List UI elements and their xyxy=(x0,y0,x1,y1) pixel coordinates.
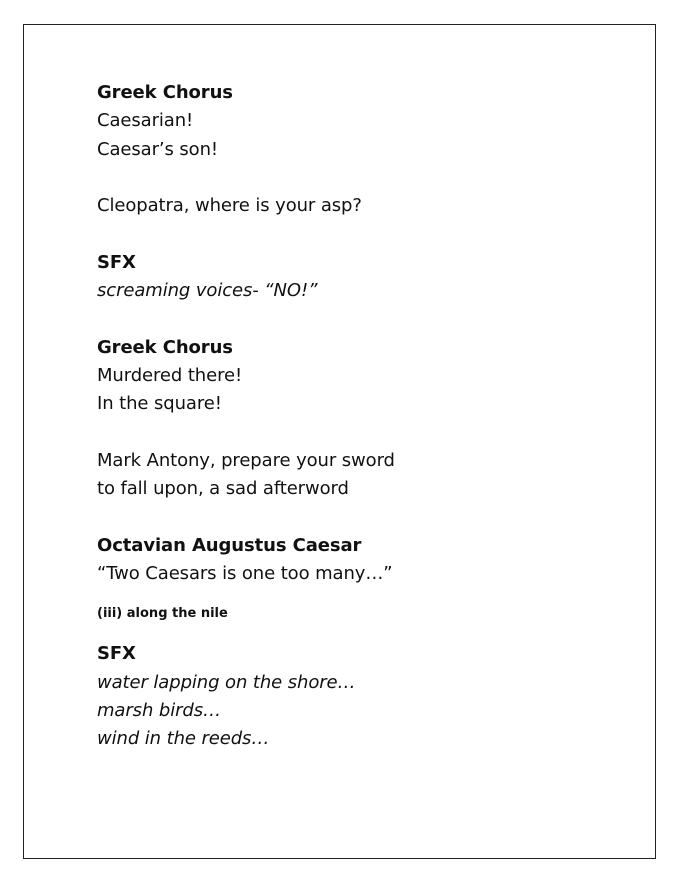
sfx-line: marsh birds… xyxy=(97,699,221,721)
speaker-name: Greek Chorus xyxy=(97,82,233,103)
block-spacer xyxy=(97,588,615,600)
dialogue-line: to fall upon, a sad afterword xyxy=(97,478,349,500)
dialogue-line: Mark Antony, prepare your sword xyxy=(97,449,395,471)
dialogue-block-greek-chorus-2 xyxy=(97,334,615,504)
sfx-block-2 xyxy=(97,640,615,753)
block-spacer xyxy=(97,628,615,640)
block-spacer xyxy=(97,503,615,531)
script-content xyxy=(97,79,615,754)
dialogue-line: In the square! xyxy=(97,393,222,415)
dialogue-block-octavian xyxy=(97,532,615,589)
sfx-block-1 xyxy=(97,249,615,306)
sfx-line: water lapping on the shore… xyxy=(97,671,356,693)
dialogue-line: Murdered there! xyxy=(97,364,243,386)
dialogue-line: “Two Caesars is one too many…” xyxy=(97,563,393,585)
section-heading: (iii) along the nile xyxy=(97,606,228,622)
blank-line xyxy=(97,419,615,447)
block-spacer xyxy=(97,220,615,248)
dialogue-line: Cleopatra, where is your asp? xyxy=(97,195,362,217)
speaker-name: Greek Chorus xyxy=(97,336,233,358)
document-page xyxy=(23,24,656,859)
sfx-line: wind in the reeds… xyxy=(97,728,270,750)
dialogue-block-greek-chorus-1 xyxy=(97,79,615,220)
speaker-name: Octavian Augustus Caesar xyxy=(97,534,362,556)
block-spacer xyxy=(97,305,615,333)
sfx-line: screaming voices- “NO!” xyxy=(97,280,318,302)
speaker-name: SFX xyxy=(97,643,136,665)
dialogue-line: Caesar’s son! xyxy=(97,138,219,160)
dialogue-line: Caesarian! xyxy=(97,110,194,132)
blank-line xyxy=(97,164,615,192)
speaker-name: SFX xyxy=(97,251,136,273)
